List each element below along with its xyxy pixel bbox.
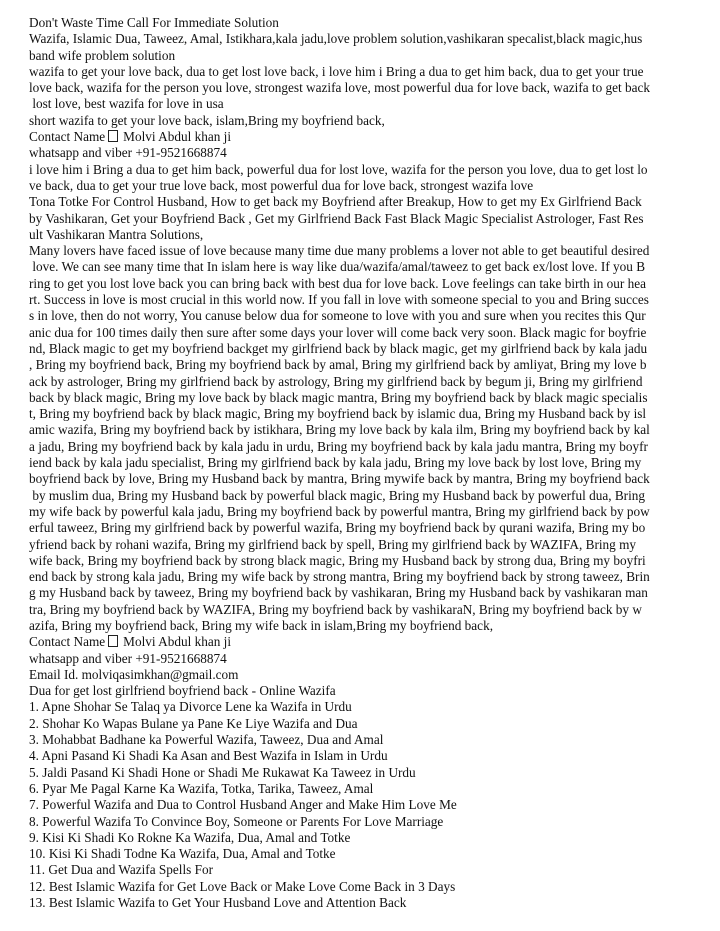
text-line: short wazifa to get your love back, islam,Bring my boyfriend back,	[29, 112, 385, 128]
text-line: 4. Apni Pasand Ki Shadi Ka Asan and Best Wazifa in Islam in Urdu	[29, 748, 388, 764]
text-line: Email Id. molviqasimkhan@gmail.com	[29, 666, 239, 682]
text-line: t, Bring my boyfriend back by black magic, Bring my boyfriend back by islamic dua, Bring my Husband back by isl	[29, 406, 647, 422]
contact-label: Contact Name	[29, 634, 106, 650]
text-line: rt. Success in love is most crucial in this world now. If you fall in love with someone special to you and Bring succes	[29, 292, 649, 308]
text-line: Many lovers have faced issue of love because many time due many problems a lover not able to get beautiful desired	[29, 243, 650, 259]
text-line: wazifa to get your love back, dua to get lost love back, i love him i Bring a dua to get him back, dua to get your true	[29, 63, 644, 79]
text-line: azifa, Bring my boyfriend back, Bring my wife back in islam,Bring my boyfriend back,	[29, 617, 494, 633]
text-line: , Bring my boyfriend back, Bring my boyfriend back by amal, Bring my girlfriend back by amliyat, Bring my love b	[29, 357, 647, 373]
text-line: nd, Black magic to get my boyfriend backget my girlfriend back by black magic, get my girlfriend back by kala jadu	[29, 340, 648, 356]
text-line: ring to get you lost love back you can bring back with best dua for love back. Love feelings can take birth in our hea	[29, 275, 647, 291]
text-line: erful taweez, Bring my girlfriend back by powerful wazifa, Bring my boyfriend back by qurani wazifa, Bring my bo	[29, 520, 646, 536]
text-line: 10. Kisi Ki Shadi Todne Ka Wazifa, Dua, Amal and Totke	[29, 846, 336, 862]
text-line: love. We can see many time that In islam here is way like dua/wazifa/amal/taweez to get back ex/lost love. If you B	[29, 259, 646, 275]
text-line: lost love, best wazifa for love in usa	[29, 96, 224, 112]
missing-glyph-icon	[108, 130, 118, 142]
text-line: 5. Jaldi Pasand Ki Shadi Hone or Shadi Me Rukawat Ka Taweez in Urdu	[29, 764, 416, 780]
text-line: anic dua for 100 times daily then sure after some days your lover will come back very soon. Black magic for boyfrie	[29, 324, 647, 340]
contact-line	[29, 634, 693, 650]
text-line: end back by strong kala jadu, Bring my wife back by strong mantra, Bring my boyfriend back by strong taweez, Brin	[29, 569, 650, 585]
text-line: Wazifa, Islamic Dua, Taweez, Amal, Istikhara,kala jadu,love problem solution,vashikaran specalist,black magic,hus	[29, 31, 643, 47]
text-line: back by black magic, Bring my love back by black magic mantra, Bring my boyfriend back by black magic specialis	[29, 389, 648, 405]
contact-label: Contact Name	[29, 129, 106, 145]
text-line: whatsapp and viber +91-9521668874	[29, 145, 227, 161]
text-line: iend back by kala jadu specialist, Bring my girlfriend back by kala jadu, Bring my love back by lost love, Bring my	[29, 455, 642, 471]
text-line: i love him i Bring a dua to get him back, powerful dua for lost love, wazifa for the person you love, dua to get lost lo	[29, 161, 648, 177]
text-line: tra, Bring my boyfriend back by WAZIFA, Bring my boyfriend back by vashikaraN, Bring my boyfriend back by w	[29, 601, 642, 617]
text-line: 8. Powerful Wazifa To Convince Boy, Someone or Parents For Love Marriage	[29, 813, 444, 829]
text-line: 2. Shohar Ko Wapas Bulane ya Pane Ke Liye Wazifa and Dua	[29, 715, 358, 731]
text-line: love back, wazifa for the person you love, strongest wazifa love, most powerful dua for love back, wazifa to get back	[29, 80, 651, 96]
text-line: whatsapp and viber +91-9521668874	[29, 650, 227, 666]
text-line: 11. Get Dua and Wazifa Spells For	[29, 862, 214, 878]
document-page	[29, 15, 693, 911]
text-line: Don't Waste Time Call For Immediate Solution	[29, 15, 279, 30]
text-line: yfriend back by rohani wazifa, Bring my girlfriend back by spell, Bring my girlfriend back by WAZIFA, Bring my	[29, 536, 637, 552]
text-line: 9. Kisi Ki Shadi Ko Rokne Ka Wazifa, Dua, Amal and Totke	[29, 829, 351, 845]
text-line: 6. Pyar Me Pagal Karne Ka Wazifa, Totka, Tarika, Taweez, Amal	[29, 780, 374, 796]
contact-name: Molvi Abdul khan ji	[123, 129, 232, 145]
text-line: s in love, then do not worry, You canuse below dua for someone to love with you and sure when you recites this Qur	[29, 308, 646, 324]
text-line: 13. Best Islamic Wazifa to Get Your Husband Love and Attention Back	[29, 895, 407, 911]
text-line: a jadu, Bring my boyfriend back by kala jadu in urdu, Bring my boyfriend back by kala jadu mantra, Bring my boyfr	[29, 438, 648, 454]
missing-glyph-icon	[108, 635, 118, 647]
text-line: wife back, Bring my boyfriend back by strong black magic, Bring my Husband back by strong dua, Bring my boyfri	[29, 552, 646, 568]
text-line: ack by astrologer, Bring my girlfriend back by astrology, Bring my girlfriend back by begum ji, Bring my girlfriend	[29, 373, 643, 389]
text-line: by muslim dua, Bring my Husband back by powerful black magic, Bring my Husband back by powerful dua, Bring	[29, 487, 646, 503]
text-line: by Vashikaran, Get your Boyfriend Back , Get my Girlfriend Back Fast Black Magic Specialist Astrologer, Fast Res	[29, 210, 644, 226]
text-line: amic wazifa, Bring my boyfriend back by istikhara, Bring my love back by kala ilm, Bring my boyfriend back by kal	[29, 422, 650, 438]
text-line: 1. Apne Shohar Se Talaq ya Divorce Lene ka Wazifa in Urdu	[29, 699, 352, 715]
text-line: 7. Powerful Wazifa and Dua to Control Husband Anger and Make Him Love Me	[29, 797, 457, 813]
text-line: Dua for get lost girlfriend boyfriend back - Online Wazifa	[29, 683, 336, 699]
text-line: g my Husband back by taweez, Bring my boyfriend back by vashikaran, Bring my Husband back by vashikaran man	[29, 585, 648, 601]
text-line: band wife problem solution	[29, 47, 176, 63]
contact-line	[29, 129, 693, 145]
text-line: 3. Mohabbat Badhane ka Powerful Wazifa, Taweez, Dua and Amal	[29, 732, 384, 748]
text-line: ve back, dua to get your true love back, most powerful dua for love back, strongest wazifa love	[29, 177, 534, 193]
text-line: Tona Totke For Control Husband, How to get back my Boyfriend after Breakup, How to get my Ex Girlfriend Back	[29, 194, 642, 210]
text-line: 12. Best Islamic Wazifa for Get Love Back or Make Love Come Back in 3 Days	[29, 878, 456, 894]
contact-name: Molvi Abdul khan ji	[123, 634, 232, 650]
text-line: ult Vashikaran Mantra Solutions,	[29, 226, 204, 242]
text-line: my wife back by powerful kala jadu, Bring my boyfriend back by powerful mantra, Bring my girlfriend back by pow	[29, 503, 650, 519]
text-line: boyfriend back by love, Bring my Husband back by mantra, Bring mywife back by mantra, Bring my boyfriend back	[29, 471, 650, 487]
